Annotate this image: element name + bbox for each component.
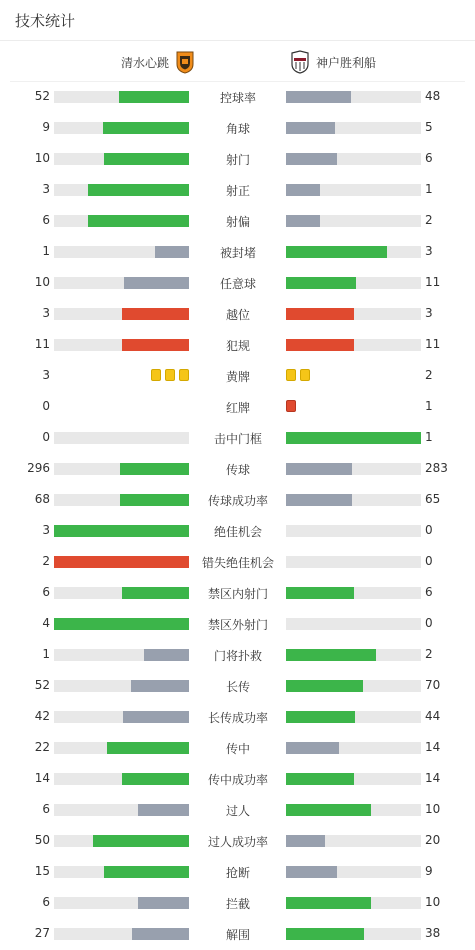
home-stat-value: 3 <box>42 523 50 537</box>
stat-row <box>0 112 475 143</box>
stat-row <box>0 174 475 205</box>
away-stat-bar <box>286 649 376 661</box>
away-stat-bar-track <box>286 742 421 754</box>
away-stat-bar-track <box>286 649 421 661</box>
home-stat-bar-track <box>54 153 189 165</box>
home-stat-bar-track <box>54 835 189 847</box>
away-stat-bar <box>286 928 364 940</box>
away-stat-value: 0 <box>425 554 433 568</box>
stat-row <box>0 670 475 701</box>
home-stat-bar-track <box>54 587 189 599</box>
away-stat-bar <box>286 308 354 320</box>
away-stat-value: 14 <box>425 740 441 754</box>
home-stat-bar <box>123 711 189 723</box>
home-stat-value: 11 <box>34 337 50 351</box>
away-stat-bar-track <box>286 897 421 909</box>
home-stat-value: 1 <box>42 244 50 258</box>
away-stat-bar-track <box>286 556 421 568</box>
away-stat-value: 65 <box>425 492 441 506</box>
home-stat-value: 22 <box>34 740 50 754</box>
away-stat-bar-track <box>286 773 421 785</box>
away-stat-bar-track <box>286 153 421 165</box>
away-stat-bar-track <box>286 277 421 289</box>
away-stat-bar <box>286 463 352 475</box>
away-stat-bar <box>286 91 351 103</box>
home-stat-bar-track <box>54 122 189 134</box>
home-stat-bar <box>131 680 189 692</box>
away-team-name: 神户胜利船 <box>316 55 377 70</box>
home-stat-bar <box>93 835 189 847</box>
stat-label: 长传 <box>225 680 250 694</box>
stat-label: 角球 <box>225 122 250 136</box>
stat-row <box>0 763 475 794</box>
stat-row <box>0 732 475 763</box>
away-stat-value: 70 <box>425 678 441 692</box>
home-stat-bar-track <box>54 866 189 878</box>
stat-row <box>0 639 475 670</box>
stat-row <box>0 546 475 577</box>
home-stat-bar-track <box>54 494 189 506</box>
away-stat-value: 3 <box>425 244 433 258</box>
home-stat-bar <box>103 122 189 134</box>
home-stat-bar-track <box>54 773 189 785</box>
away-cards <box>286 369 310 382</box>
home-stat-bar <box>88 215 189 227</box>
away-stat-value: 9 <box>425 864 433 878</box>
away-stat-bar <box>286 215 320 227</box>
stat-label: 过人 <box>225 804 250 818</box>
stat-label: 控球率 <box>219 91 256 105</box>
home-stat-value: 42 <box>34 709 50 723</box>
away-stat-bar <box>286 835 325 847</box>
home-stat-bar <box>138 804 189 816</box>
home-stat-bar-track <box>54 432 189 444</box>
stat-row <box>0 887 475 918</box>
home-team-badge-icon <box>175 50 195 74</box>
home-stat-bar-track <box>54 525 189 537</box>
away-stat-bar-track <box>286 184 421 196</box>
home-stat-bar-track <box>54 649 189 661</box>
home-stat-value: 6 <box>42 585 50 599</box>
home-stat-bar-track <box>54 246 189 258</box>
stat-label: 犯规 <box>225 339 250 353</box>
away-stat-value: 3 <box>425 306 433 320</box>
home-stat-value: 9 <box>42 120 50 134</box>
home-stat-bar <box>120 494 189 506</box>
away-stat-bar <box>286 339 354 351</box>
home-stat-bar <box>124 277 189 289</box>
red-card-icon <box>286 400 296 412</box>
stat-label: 射正 <box>225 184 250 198</box>
away-stat-bar <box>286 494 352 506</box>
home-stat-value: 52 <box>34 678 50 692</box>
stat-label: 绝佳机会 <box>213 525 262 539</box>
away-stat-bar-track <box>286 339 421 351</box>
home-stat-value: 68 <box>34 492 50 506</box>
away-stat-bar <box>286 184 320 196</box>
away-stat-bar-track <box>286 463 421 475</box>
home-stat-bar-track <box>54 339 189 351</box>
stat-row <box>0 794 475 825</box>
stat-label: 黄牌 <box>225 370 250 384</box>
away-stat-value: 0 <box>425 616 433 630</box>
stat-label: 错失绝佳机会 <box>201 556 274 570</box>
stat-label: 越位 <box>225 308 250 322</box>
away-stat-value: 44 <box>425 709 441 723</box>
home-stat-bar-track <box>54 680 189 692</box>
stat-label: 射门 <box>225 153 250 167</box>
home-stat-bar <box>132 928 189 940</box>
away-stat-value: 2 <box>425 368 433 382</box>
home-stat-value: 2 <box>42 554 50 568</box>
home-stat-bar <box>122 339 190 351</box>
stat-row <box>0 236 475 267</box>
stat-label: 传中 <box>225 742 250 756</box>
stat-label: 门将扑救 <box>213 649 262 663</box>
home-stat-bar-track <box>54 618 189 630</box>
stat-label: 射偏 <box>225 215 250 229</box>
away-stat-bar-track <box>286 91 421 103</box>
home-stat-value: 6 <box>42 802 50 816</box>
stat-row <box>0 453 475 484</box>
home-stat-bar <box>122 773 190 785</box>
away-stat-bar-track <box>286 525 421 537</box>
stat-label: 禁区外射门 <box>207 618 268 632</box>
home-stat-value: 10 <box>34 151 50 165</box>
stat-row <box>0 918 475 949</box>
yellow-card-icon <box>179 369 189 381</box>
home-stat-value: 10 <box>34 275 50 289</box>
away-stat-value: 10 <box>425 802 441 816</box>
away-stat-value: 20 <box>425 833 441 847</box>
home-stat-bar <box>54 556 189 568</box>
stat-label: 传中成功率 <box>207 773 268 787</box>
away-stat-bar-track <box>286 432 421 444</box>
stat-label: 传球 <box>225 463 250 477</box>
stat-row <box>0 143 475 174</box>
away-stat-bar-track <box>286 680 421 692</box>
away-stat-value: 10 <box>425 895 441 909</box>
home-stat-value: 0 <box>42 430 50 444</box>
home-stat-value: 14 <box>34 771 50 785</box>
home-stat-bar-track <box>54 277 189 289</box>
stat-label: 过人成功率 <box>207 835 268 849</box>
yellow-card-icon <box>286 369 296 381</box>
home-stat-bar-track <box>54 184 189 196</box>
home-stat-bar <box>104 153 189 165</box>
home-stat-bar-track <box>54 897 189 909</box>
stat-row <box>0 391 475 422</box>
stat-row <box>0 701 475 732</box>
home-team-name: 清水心跳 <box>120 55 169 70</box>
away-stat-bar <box>286 711 355 723</box>
home-stat-bar-track <box>54 463 189 475</box>
home-stat-value: 296 <box>27 461 50 475</box>
away-stat-bar-track <box>286 246 421 258</box>
stat-row <box>0 360 475 391</box>
away-stat-bar <box>286 153 337 165</box>
stat-label: 红牌 <box>225 401 250 415</box>
home-stat-bar-track <box>54 308 189 320</box>
stat-label: 拦截 <box>225 897 250 911</box>
home-stat-value: 6 <box>42 213 50 227</box>
away-stat-bar-track <box>286 711 421 723</box>
away-stat-bar <box>286 246 387 258</box>
stat-label: 传球成功率 <box>207 494 268 508</box>
home-stat-bar <box>119 91 189 103</box>
home-stat-bar <box>88 184 189 196</box>
teams-header <box>10 41 465 82</box>
stat-row <box>0 856 475 887</box>
home-stat-value: 52 <box>34 89 50 103</box>
away-stat-value: 11 <box>425 337 441 351</box>
home-stat-bar <box>144 649 189 661</box>
away-stat-bar <box>286 804 371 816</box>
home-stat-value: 1 <box>42 647 50 661</box>
stat-label: 被封堵 <box>219 246 256 260</box>
home-stat-value: 15 <box>34 864 50 878</box>
away-stat-bar-track <box>286 618 421 630</box>
stat-row <box>0 515 475 546</box>
away-stat-bar-track <box>286 308 421 320</box>
home-stat-bar <box>107 742 189 754</box>
home-stat-bar-track <box>54 928 189 940</box>
stat-row <box>0 205 475 236</box>
stat-label: 抢断 <box>225 866 250 880</box>
home-stat-value: 0 <box>42 399 50 413</box>
home-stat-bar-track <box>54 742 189 754</box>
stat-row <box>0 81 475 112</box>
away-stat-value: 48 <box>425 89 441 103</box>
away-stat-bar <box>286 866 337 878</box>
away-stat-value: 14 <box>425 771 441 785</box>
home-team[interactable] <box>121 50 195 74</box>
home-stat-bar-track <box>54 804 189 816</box>
away-stat-bar-track <box>286 866 421 878</box>
yellow-card-icon <box>151 369 161 381</box>
home-stat-value: 50 <box>34 833 50 847</box>
away-stat-bar <box>286 432 421 444</box>
home-stat-bar-track <box>54 91 189 103</box>
away-stat-value: 2 <box>425 213 433 227</box>
home-stat-value: 3 <box>42 306 50 320</box>
away-stat-bar <box>286 587 354 599</box>
yellow-card-icon <box>165 369 175 381</box>
away-stat-bar <box>286 773 354 785</box>
away-team-badge-icon <box>290 50 310 74</box>
home-stat-bar-track <box>54 711 189 723</box>
away-stat-bar-track <box>286 804 421 816</box>
home-stat-value: 6 <box>42 895 50 909</box>
stat-label: 任意球 <box>219 277 256 291</box>
home-stat-value: 3 <box>42 182 50 196</box>
stats-list <box>0 81 475 949</box>
section-title: 技术统计 <box>15 12 76 30</box>
away-stat-bar <box>286 680 363 692</box>
away-stat-value: 1 <box>425 430 433 444</box>
stat-row <box>0 484 475 515</box>
home-stat-bar <box>155 246 189 258</box>
home-stat-bar <box>120 463 189 475</box>
home-cards <box>151 369 189 382</box>
home-stat-bar-track <box>54 556 189 568</box>
stat-row <box>0 298 475 329</box>
home-stat-bar <box>104 866 189 878</box>
away-stat-bar-track <box>286 835 421 847</box>
away-stat-value: 1 <box>425 182 433 196</box>
away-stat-bar-track <box>286 122 421 134</box>
away-stat-bar-track <box>286 928 421 940</box>
away-stat-value: 6 <box>425 151 433 165</box>
home-stat-value: 27 <box>34 926 50 940</box>
yellow-card-icon <box>300 369 310 381</box>
stat-label: 解围 <box>225 928 250 942</box>
away-team[interactable] <box>290 50 376 74</box>
home-stat-bar <box>122 308 190 320</box>
home-stat-bar <box>138 897 189 909</box>
away-stat-bar <box>286 277 356 289</box>
home-stat-bar <box>54 618 189 630</box>
stat-row <box>0 825 475 856</box>
stat-label: 禁区内射门 <box>207 587 268 601</box>
away-stat-value: 2 <box>425 647 433 661</box>
section-header <box>0 0 475 41</box>
stat-row <box>0 577 475 608</box>
away-stat-value: 38 <box>425 926 441 940</box>
home-stat-value: 3 <box>42 368 50 382</box>
home-stat-bar <box>54 525 189 537</box>
away-stat-value: 0 <box>425 523 433 537</box>
away-stat-bar-track <box>286 587 421 599</box>
away-stat-bar <box>286 897 371 909</box>
away-stat-bar-track <box>286 215 421 227</box>
away-stat-value: 5 <box>425 120 433 134</box>
home-stat-bar-track <box>54 215 189 227</box>
away-cards <box>286 400 296 413</box>
stat-row <box>0 422 475 453</box>
stat-row <box>0 608 475 639</box>
home-stat-bar <box>122 587 190 599</box>
away-stat-value: 6 <box>425 585 433 599</box>
stat-row <box>0 267 475 298</box>
away-stat-value: 283 <box>425 461 448 475</box>
stat-label: 击中门框 <box>213 432 262 446</box>
away-stat-bar <box>286 122 335 134</box>
away-stat-bar-track <box>286 494 421 506</box>
stat-row <box>0 329 475 360</box>
away-stat-bar <box>286 742 339 754</box>
away-stat-value: 1 <box>425 399 433 413</box>
stat-label: 长传成功率 <box>207 711 268 725</box>
home-stat-value: 4 <box>42 616 50 630</box>
away-stat-value: 11 <box>425 275 441 289</box>
